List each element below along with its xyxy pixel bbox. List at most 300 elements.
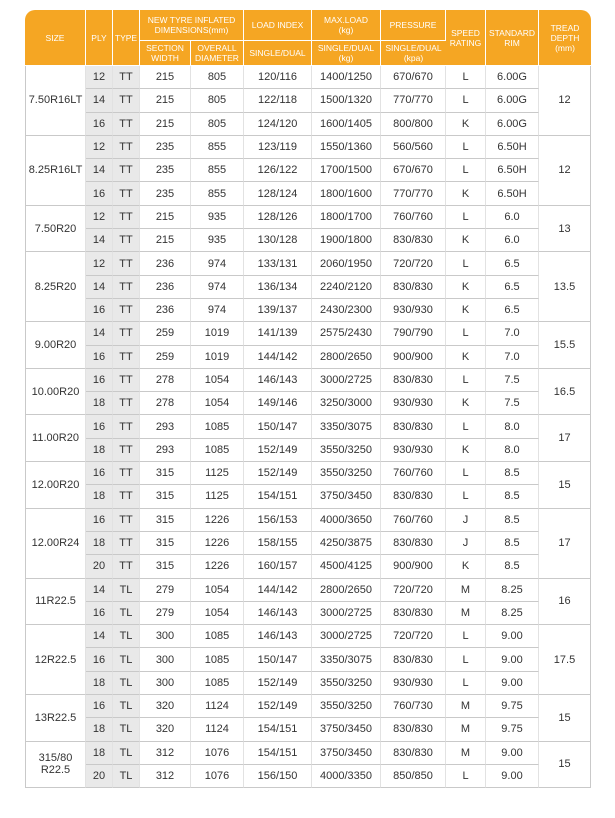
cell-ply: 16 <box>86 299 113 322</box>
cell-pressure: 830/830 <box>381 602 446 625</box>
cell-section-width: 300 <box>140 672 191 695</box>
cell-overall-diameter: 855 <box>191 136 244 159</box>
cell-speed-rating: L <box>446 89 486 112</box>
cell-max-load: 1600/1405 <box>312 113 381 136</box>
cell-type: TT <box>113 136 140 159</box>
cell-speed-rating: K <box>446 113 486 136</box>
cell-overall-diameter: 935 <box>191 206 244 229</box>
cell-speed-rating: L <box>446 415 486 438</box>
cell-max-load: 1500/1320 <box>312 89 381 112</box>
cell-standard-rim: 6.5 <box>486 252 539 275</box>
cell-type: TL <box>113 765 140 788</box>
cell-ply: 14 <box>86 159 113 182</box>
cell-max-load: 3550/3250 <box>312 695 381 718</box>
cell-ply: 16 <box>86 415 113 438</box>
cell-standard-rim: 8.0 <box>486 415 539 438</box>
cell-pressure: 670/670 <box>381 66 446 89</box>
table-row <box>25 182 591 205</box>
cell-standard-rim: 8.5 <box>486 485 539 508</box>
cell-overall-diameter: 805 <box>191 89 244 112</box>
cell-speed-rating: J <box>446 532 486 555</box>
cell-max-load: 2575/2430 <box>312 322 381 345</box>
cell-ply: 18 <box>86 672 113 695</box>
cell-type: TT <box>113 182 140 205</box>
cell-ply: 12 <box>86 66 113 89</box>
cell-speed-rating: K <box>446 229 486 252</box>
cell-speed-rating: L <box>446 462 486 485</box>
cell-section-width: 320 <box>140 718 191 741</box>
cell-section-width: 236 <box>140 299 191 322</box>
cell-size: 13R22.5 <box>25 695 86 742</box>
cell-speed-rating: K <box>446 392 486 415</box>
cell-load-index: 154/151 <box>244 485 312 508</box>
header-tread-depth-unit: (mm) <box>555 42 575 53</box>
cell-load-index: 146/143 <box>244 602 312 625</box>
cell-ply: 18 <box>86 742 113 765</box>
cell-type: TL <box>113 625 140 648</box>
cell-overall-diameter: 1019 <box>191 322 244 345</box>
cell-ply: 16 <box>86 369 113 392</box>
cell-overall-diameter: 1076 <box>191 742 244 765</box>
table-row <box>25 718 591 741</box>
cell-overall-diameter: 805 <box>191 66 244 89</box>
cell-section-width: 235 <box>140 182 191 205</box>
cell-speed-rating: K <box>446 439 486 462</box>
cell-overall-diameter: 805 <box>191 113 244 136</box>
table-row <box>25 625 591 648</box>
cell-max-load: 2060/1950 <box>312 252 381 275</box>
cell-max-load: 1900/1800 <box>312 229 381 252</box>
table-row <box>25 346 591 369</box>
cell-ply: 12 <box>86 136 113 159</box>
cell-load-index: 156/150 <box>244 765 312 788</box>
cell-section-width: 235 <box>140 159 191 182</box>
cell-overall-diameter: 855 <box>191 159 244 182</box>
cell-section-width: 312 <box>140 742 191 765</box>
cell-tread-depth: 17 <box>539 509 591 579</box>
table-row <box>25 579 591 602</box>
cell-standard-rim: 6.50H <box>486 159 539 182</box>
cell-standard-rim: 9.75 <box>486 718 539 741</box>
cell-overall-diameter: 1076 <box>191 765 244 788</box>
cell-overall-diameter: 1085 <box>191 415 244 438</box>
table-row <box>25 276 591 299</box>
cell-section-width: 315 <box>140 462 191 485</box>
cell-pressure: 830/830 <box>381 229 446 252</box>
table-row <box>25 136 591 159</box>
cell-max-load: 4000/3650 <box>312 509 381 532</box>
cell-section-width: 278 <box>140 392 191 415</box>
cell-overall-diameter: 1085 <box>191 625 244 648</box>
cell-pressure: 830/830 <box>381 369 446 392</box>
cell-standard-rim: 6.50H <box>486 136 539 159</box>
cell-section-width: 215 <box>140 206 191 229</box>
cell-load-index: 122/118 <box>244 89 312 112</box>
cell-type: TL <box>113 648 140 671</box>
cell-ply: 16 <box>86 695 113 718</box>
table-row <box>25 439 591 462</box>
cell-section-width: 315 <box>140 485 191 508</box>
header-standard-rim: STANDARD RIM <box>486 10 539 66</box>
cell-speed-rating: K <box>446 346 486 369</box>
cell-overall-diameter: 1054 <box>191 369 244 392</box>
header-overall-diameter: OVERALL DIAMETER <box>191 41 244 66</box>
table-row <box>25 206 591 229</box>
cell-overall-diameter: 974 <box>191 252 244 275</box>
header-type: TYPE <box>113 10 140 66</box>
header-max-load-sub-unit: (kg) <box>338 53 354 63</box>
cell-overall-diameter: 1226 <box>191 532 244 555</box>
cell-speed-rating: M <box>446 579 486 602</box>
cell-max-load: 3750/3450 <box>312 485 381 508</box>
cell-type: TT <box>113 113 140 136</box>
cell-ply: 14 <box>86 276 113 299</box>
cell-type: TT <box>113 206 140 229</box>
cell-load-index: 160/157 <box>244 555 312 578</box>
cell-load-index: 120/116 <box>244 66 312 89</box>
cell-standard-rim: 6.0 <box>486 229 539 252</box>
cell-standard-rim: 8.5 <box>486 462 539 485</box>
header-max-load-unit: (kg) <box>338 25 354 35</box>
table-row <box>25 672 591 695</box>
cell-section-width: 279 <box>140 602 191 625</box>
cell-size: 8.25R20 <box>25 252 86 322</box>
cell-max-load: 1400/1250 <box>312 66 381 89</box>
cell-tread-depth: 17 <box>539 415 591 462</box>
cell-load-index: 156/153 <box>244 509 312 532</box>
cell-max-load: 3000/2725 <box>312 625 381 648</box>
cell-ply: 14 <box>86 579 113 602</box>
table-row <box>25 485 591 508</box>
cell-load-index: 136/134 <box>244 276 312 299</box>
cell-overall-diameter: 935 <box>191 229 244 252</box>
cell-tread-depth: 12 <box>539 136 591 206</box>
cell-load-index: 146/143 <box>244 625 312 648</box>
cell-max-load: 3350/3075 <box>312 648 381 671</box>
cell-standard-rim: 9.75 <box>486 695 539 718</box>
cell-section-width: 300 <box>140 648 191 671</box>
cell-type: TT <box>113 346 140 369</box>
cell-pressure: 930/930 <box>381 392 446 415</box>
cell-pressure: 830/830 <box>381 718 446 741</box>
cell-ply: 16 <box>86 113 113 136</box>
cell-tread-depth: 15 <box>539 462 591 509</box>
cell-overall-diameter: 1085 <box>191 648 244 671</box>
cell-size: 12R22.5 <box>25 625 86 695</box>
cell-pressure: 930/930 <box>381 439 446 462</box>
cell-pressure: 830/830 <box>381 742 446 765</box>
cell-type: TT <box>113 462 140 485</box>
header-pressure-sub-label: SINGLE/DUAL <box>385 43 442 53</box>
cell-ply: 12 <box>86 206 113 229</box>
cell-standard-rim: 6.5 <box>486 299 539 322</box>
cell-type: TL <box>113 695 140 718</box>
header-tread-depth-label: TREAD DEPTH <box>550 22 580 43</box>
cell-load-index: 128/124 <box>244 182 312 205</box>
cell-ply: 18 <box>86 439 113 462</box>
cell-pressure: 830/830 <box>381 648 446 671</box>
table-row <box>25 113 591 136</box>
cell-section-width: 312 <box>140 765 191 788</box>
cell-pressure: 930/930 <box>381 299 446 322</box>
cell-overall-diameter: 1226 <box>191 555 244 578</box>
cell-tread-depth: 16 <box>539 579 591 626</box>
cell-standard-rim: 8.5 <box>486 555 539 578</box>
cell-section-width: 215 <box>140 229 191 252</box>
cell-pressure: 830/830 <box>381 485 446 508</box>
cell-overall-diameter: 1054 <box>191 392 244 415</box>
cell-load-index: 152/149 <box>244 462 312 485</box>
cell-max-load: 1550/1360 <box>312 136 381 159</box>
cell-section-width: 215 <box>140 66 191 89</box>
cell-speed-rating: L <box>446 672 486 695</box>
cell-speed-rating: L <box>446 625 486 648</box>
header-max-load <box>312 10 381 41</box>
cell-type: TT <box>113 509 140 532</box>
cell-type: TL <box>113 672 140 695</box>
table-row <box>25 415 591 438</box>
cell-tread-depth: 12 <box>539 66 591 136</box>
cell-tread-depth: 13 <box>539 206 591 253</box>
cell-max-load: 3750/3450 <box>312 718 381 741</box>
cell-load-index: 124/120 <box>244 113 312 136</box>
cell-speed-rating: K <box>446 182 486 205</box>
cell-section-width: 215 <box>140 89 191 112</box>
cell-overall-diameter: 1019 <box>191 346 244 369</box>
cell-load-index: 141/139 <box>244 322 312 345</box>
cell-section-width: 293 <box>140 415 191 438</box>
header-size: SIZE <box>25 10 86 66</box>
cell-max-load: 3250/3000 <box>312 392 381 415</box>
cell-type: TL <box>113 579 140 602</box>
cell-overall-diameter: 1125 <box>191 462 244 485</box>
cell-standard-rim: 9.00 <box>486 648 539 671</box>
cell-type: TT <box>113 439 140 462</box>
table-row <box>25 89 591 112</box>
header-tread-depth <box>539 10 591 66</box>
cell-pressure: 830/830 <box>381 415 446 438</box>
cell-overall-diameter: 1054 <box>191 579 244 602</box>
cell-load-index: 152/149 <box>244 439 312 462</box>
cell-speed-rating: L <box>446 485 486 508</box>
header-speed-rating: SPEED RATING <box>446 10 486 66</box>
cell-load-index: 150/147 <box>244 648 312 671</box>
cell-type: TT <box>113 89 140 112</box>
cell-section-width: 315 <box>140 509 191 532</box>
cell-section-width: 279 <box>140 579 191 602</box>
table-row <box>25 392 591 415</box>
cell-max-load: 3000/2725 <box>312 369 381 392</box>
cell-ply: 14 <box>86 89 113 112</box>
table-row <box>25 742 591 765</box>
cell-standard-rim: 6.00G <box>486 89 539 112</box>
cell-type: TT <box>113 66 140 89</box>
cell-type: TL <box>113 602 140 625</box>
cell-size: 315/80 R22.5 <box>25 742 86 789</box>
table-row <box>25 299 591 322</box>
cell-pressure: 800/800 <box>381 113 446 136</box>
cell-standard-rim: 8.5 <box>486 509 539 532</box>
cell-size: 8.25R16LT <box>25 136 86 206</box>
cell-section-width: 236 <box>140 276 191 299</box>
cell-load-index: 146/143 <box>244 369 312 392</box>
table-row <box>25 229 591 252</box>
table-row <box>25 322 591 345</box>
cell-speed-rating: M <box>446 718 486 741</box>
cell-load-index: 126/122 <box>244 159 312 182</box>
header-pressure-sub-unit: (kpa) <box>403 53 424 63</box>
cell-type: TT <box>113 159 140 182</box>
cell-type: TT <box>113 415 140 438</box>
cell-speed-rating: K <box>446 299 486 322</box>
cell-speed-rating: M <box>446 602 486 625</box>
cell-standard-rim: 6.0 <box>486 206 539 229</box>
cell-tread-depth: 15.5 <box>539 322 591 369</box>
cell-type: TT <box>113 322 140 345</box>
cell-max-load: 3550/3250 <box>312 439 381 462</box>
cell-load-index: 150/147 <box>244 415 312 438</box>
cell-pressure: 670/670 <box>381 159 446 182</box>
cell-load-index: 133/131 <box>244 252 312 275</box>
cell-speed-rating: L <box>446 136 486 159</box>
cell-ply: 18 <box>86 392 113 415</box>
cell-section-width: 278 <box>140 369 191 392</box>
cell-load-index: 144/142 <box>244 346 312 369</box>
cell-ply: 16 <box>86 509 113 532</box>
cell-ply: 16 <box>86 346 113 369</box>
cell-speed-rating: L <box>446 648 486 671</box>
cell-pressure: 850/850 <box>381 765 446 788</box>
header-max-load-sub-label: SINGLE/DUAL <box>317 43 375 53</box>
cell-standard-rim: 7.0 <box>486 346 539 369</box>
cell-max-load: 2240/2120 <box>312 276 381 299</box>
cell-max-load: 3550/3250 <box>312 672 381 695</box>
cell-max-load: 4000/3350 <box>312 765 381 788</box>
header-ply: PLY <box>86 10 113 66</box>
cell-type: TT <box>113 392 140 415</box>
cell-section-width: 315 <box>140 555 191 578</box>
table-body <box>25 66 591 788</box>
cell-type: TL <box>113 742 140 765</box>
cell-max-load: 1800/1700 <box>312 206 381 229</box>
cell-tread-depth: 17.5 <box>539 625 591 695</box>
cell-pressure: 770/770 <box>381 182 446 205</box>
header-load-index-sub: SINGLE/DUAL <box>244 41 312 66</box>
cell-section-width: 315 <box>140 532 191 555</box>
cell-overall-diameter: 1226 <box>191 509 244 532</box>
cell-size: 9.00R20 <box>25 322 86 369</box>
cell-standard-rim: 9.00 <box>486 765 539 788</box>
table-row <box>25 695 591 718</box>
cell-standard-rim: 7.0 <box>486 322 539 345</box>
cell-standard-rim: 9.00 <box>486 672 539 695</box>
header-max-load-sub <box>312 41 381 66</box>
cell-load-index: 149/146 <box>244 392 312 415</box>
cell-pressure: 830/830 <box>381 532 446 555</box>
cell-type: TT <box>113 532 140 555</box>
cell-load-index: 154/151 <box>244 742 312 765</box>
cell-pressure: 900/900 <box>381 346 446 369</box>
cell-speed-rating: K <box>446 276 486 299</box>
cell-section-width: 215 <box>140 113 191 136</box>
cell-type: TT <box>113 252 140 275</box>
cell-load-index: 152/149 <box>244 695 312 718</box>
cell-standard-rim: 8.25 <box>486 602 539 625</box>
cell-pressure: 720/720 <box>381 579 446 602</box>
cell-type: TT <box>113 369 140 392</box>
cell-standard-rim: 6.50H <box>486 182 539 205</box>
tyre-spec-table <box>25 10 591 788</box>
cell-standard-rim: 8.0 <box>486 439 539 462</box>
cell-pressure: 790/790 <box>381 322 446 345</box>
cell-max-load: 1800/1600 <box>312 182 381 205</box>
table-row <box>25 252 591 275</box>
cell-ply: 12 <box>86 252 113 275</box>
table-row <box>25 159 591 182</box>
header-section-width: SECTION WIDTH <box>140 41 191 66</box>
cell-overall-diameter: 974 <box>191 276 244 299</box>
cell-type: TT <box>113 276 140 299</box>
cell-max-load: 3550/3250 <box>312 462 381 485</box>
cell-max-load: 1700/1500 <box>312 159 381 182</box>
cell-standard-rim: 6.00G <box>486 113 539 136</box>
cell-pressure: 900/900 <box>381 555 446 578</box>
cell-max-load: 3750/3450 <box>312 742 381 765</box>
cell-section-width: 293 <box>140 439 191 462</box>
cell-ply: 16 <box>86 602 113 625</box>
cell-load-index: 128/126 <box>244 206 312 229</box>
cell-max-load: 4250/3875 <box>312 532 381 555</box>
cell-load-index: 130/128 <box>244 229 312 252</box>
cell-load-index: 144/142 <box>244 579 312 602</box>
cell-overall-diameter: 1085 <box>191 672 244 695</box>
tyre-spec-table-container <box>25 10 591 788</box>
cell-speed-rating: L <box>446 206 486 229</box>
cell-overall-diameter: 1124 <box>191 718 244 741</box>
cell-ply: 16 <box>86 182 113 205</box>
cell-ply: 18 <box>86 718 113 741</box>
cell-standard-rim: 6.00G <box>486 66 539 89</box>
cell-pressure: 720/720 <box>381 625 446 648</box>
cell-type: TT <box>113 555 140 578</box>
cell-standard-rim: 6.5 <box>486 276 539 299</box>
cell-max-load: 2800/2650 <box>312 579 381 602</box>
cell-ply: 20 <box>86 555 113 578</box>
cell-load-index: 152/149 <box>244 672 312 695</box>
cell-standard-rim: 8.5 <box>486 532 539 555</box>
cell-overall-diameter: 1054 <box>191 602 244 625</box>
cell-section-width: 320 <box>140 695 191 718</box>
header-max-load-label: MAX.LOAD <box>324 15 368 25</box>
cell-section-width: 236 <box>140 252 191 275</box>
cell-section-width: 300 <box>140 625 191 648</box>
cell-load-index: 139/137 <box>244 299 312 322</box>
cell-speed-rating: M <box>446 742 486 765</box>
table-row <box>25 555 591 578</box>
table-row <box>25 66 591 89</box>
header-row-top <box>25 10 591 41</box>
cell-standard-rim: 9.00 <box>486 625 539 648</box>
cell-overall-diameter: 1085 <box>191 439 244 462</box>
cell-max-load: 3350/3075 <box>312 415 381 438</box>
table-row <box>25 462 591 485</box>
cell-speed-rating: J <box>446 509 486 532</box>
cell-load-index: 158/155 <box>244 532 312 555</box>
cell-tread-depth: 15 <box>539 695 591 742</box>
cell-size: 7.50R20 <box>25 206 86 253</box>
table-row <box>25 648 591 671</box>
cell-ply: 16 <box>86 648 113 671</box>
